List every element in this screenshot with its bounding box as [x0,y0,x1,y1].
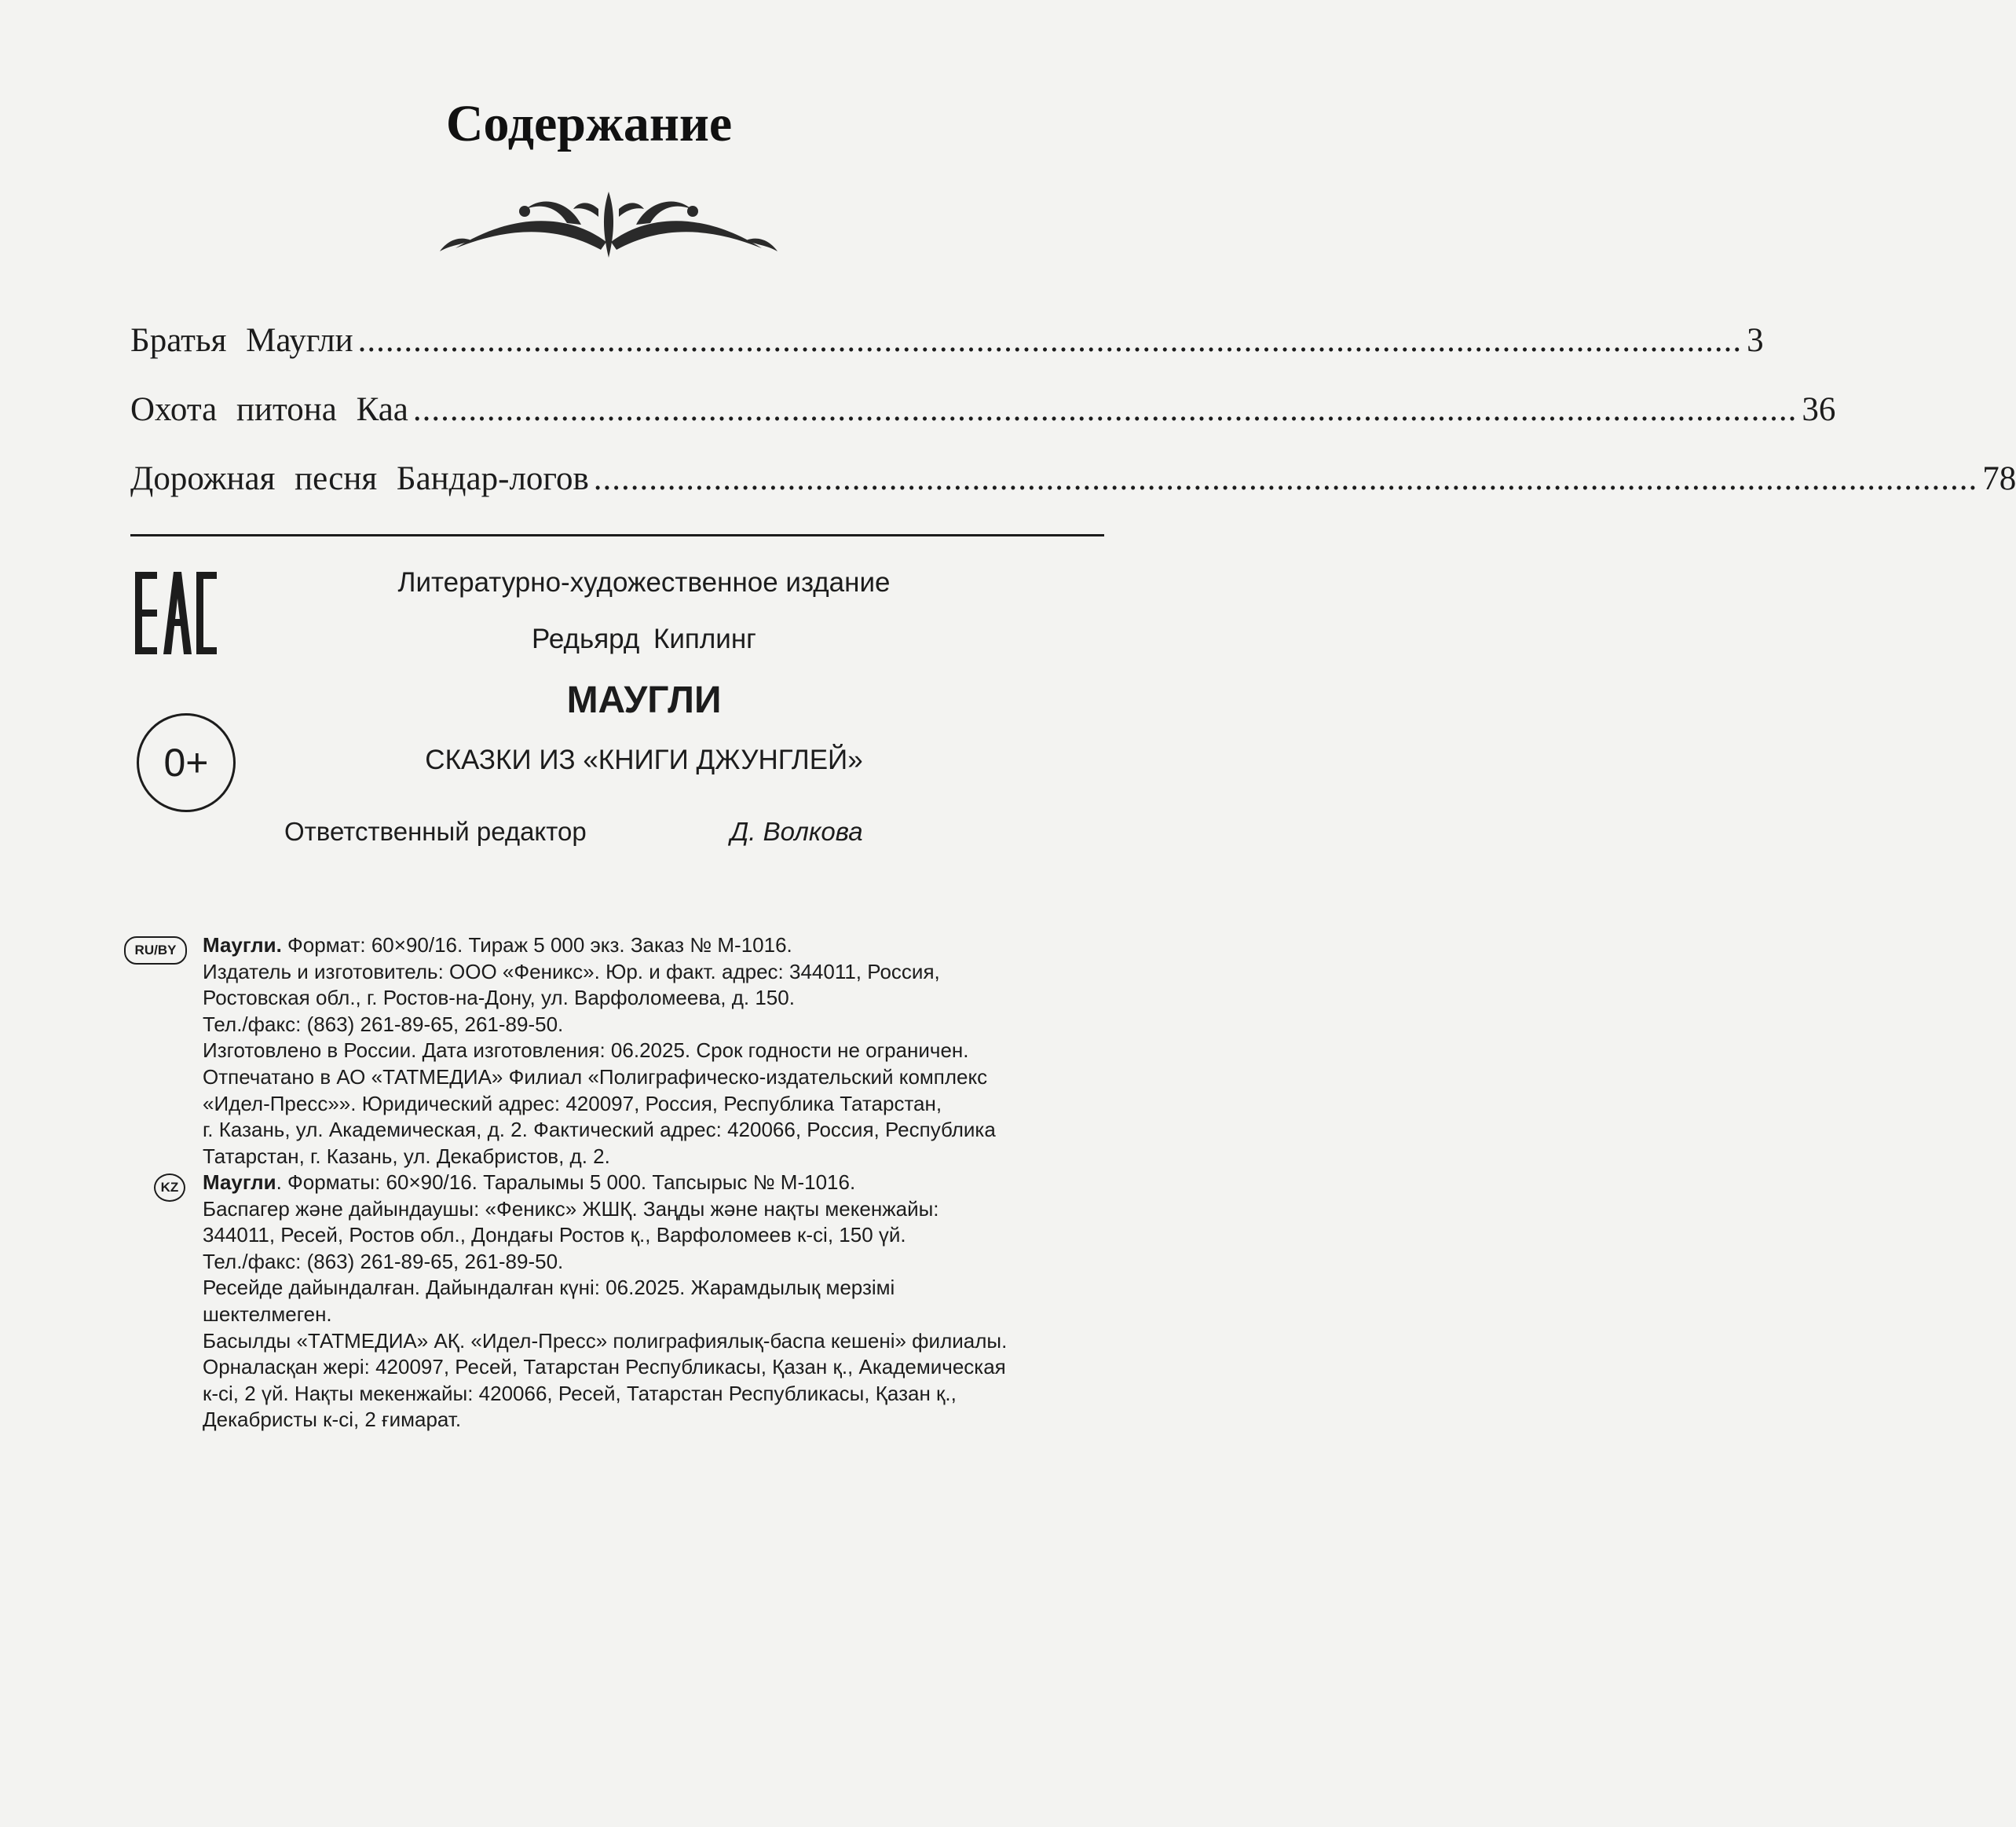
toc-dot-leader: ...................................................................................................................................................... [593,460,1978,497]
imprint-title: Маугли [203,1170,276,1194]
toc-dot-leader: ...................................................................................................................................................... [357,322,1743,359]
imprint-title: Маугли. [203,933,282,957]
imprint-line: Тел./факс: (863) 261-89-65, 261-89-50. [203,1012,564,1036]
imprint-ru [203,932,1098,1170]
imprint-line: Орналасқан жері: 420097, Ресей, Татарстан Республикасы, Қазан қ., Академическая [203,1355,1006,1379]
imprint-line: 344011, Ресей, Ростов обл., Дондағы Ростов қ., Варфоломеев к-сі, 150 үй. [203,1223,906,1247]
toc-entry-title: Дорожная песня Бандар-логов [130,460,589,497]
imprint-line: Ресейде дайындалған. Дайындалған күні: 06.2025. Жарамдылық мерзімі [203,1276,895,1300]
imprint-line: Декабристы к-сі, 2 ғимарат. [203,1408,462,1432]
toc-entry-page: 3 [1747,322,1764,359]
divider [130,534,1104,536]
imprint-line: шектелмеген. [203,1302,332,1326]
book-subtitle: СКАЗКИ ИЗ «КНИГИ ДЖУНГЛЕЙ» [425,745,863,775]
imprint-line: Басылды «ТАТМЕДИА» АҚ. «Идел-Пресс» полиграфиялық-баспа кешені» филиалы. [203,1328,1008,1353]
edition-type: Литературно-художественное издание [397,567,891,598]
toc-entry[interactable] [130,317,1764,364]
imprint-kz [203,1170,1098,1433]
imprint-line: г. Казань, ул. Академическая, д. 2. Фактический адрес: 420066, Россия, Республика [203,1118,996,1142]
age-rating-badge: 0+ [137,713,236,812]
toc-entry[interactable] [130,386,1836,434]
imprint-line: . Форматы: 60×90/16. Таралымы 5 000. Тапсырыс № М-1016. [276,1170,856,1194]
imprint-line: Издатель и изготовитель: ООО «Феникс». Юр. и факт. адрес: 344011, Россия, [203,959,940,983]
editor-name: Д. Волкова [730,817,863,846]
imprint-line: Тел./факс: (863) 261-89-65, 261-89-50. [203,1249,564,1273]
editor-label: Ответственный редактор [284,817,587,846]
imprint-line: Татарстан, г. Казань, ул. Декабристов, д. 2. [203,1144,610,1168]
imprint-line: к-сі, 2 үй. Нақты мекенжайы: 420066, Ресей, Татарстан Республикасы, Қазан қ., [203,1381,957,1405]
imprint-line: Баспагер және дайындаушы: «Феникс» ЖШҚ. Заңды және нақты мекенжайы: [203,1196,939,1221]
contents-heading: Содержание [445,95,733,152]
book-title: МАУГЛИ [566,679,722,721]
eac-certification-icon [135,572,217,654]
kz-region-badge: KZ [154,1173,185,1202]
imprint-line: «Идел-Пресс»». Юридический адрес: 420097, Россия, Республика Татарстан, [203,1091,942,1115]
imprint-line: Отпечатано в АО «ТАТМЕДИА» Филиал «Полиграфическо-издательский комплекс [203,1064,988,1089]
imprint-line: Ростовская обл., г. Ростов-на-Дону, ул. Варфоломеева, д. 150. [203,986,795,1010]
ornament-icon [424,185,793,264]
ru-by-region-badge: RU/BY [124,936,187,965]
toc-entry[interactable] [130,456,2016,503]
imprint-line: Формат: 60×90/16. Тираж 5 000 экз. Заказ № М-1016. [281,933,792,957]
toc-entry-title: Братья Маугли [130,322,353,359]
toc-entry-page: 78 [1982,460,2016,497]
imprint-line: Изготовлено в России. Дата изготовления: 06.2025. Срок годности не ограничен. [203,1038,969,1063]
author-name: Редьярд Киплинг [532,624,756,654]
toc-entry-page: 36 [1802,391,1836,428]
toc-entry-title: Охота питона Каа [130,391,408,428]
toc-dot-leader: ...................................................................................................................................................... [412,391,1798,428]
